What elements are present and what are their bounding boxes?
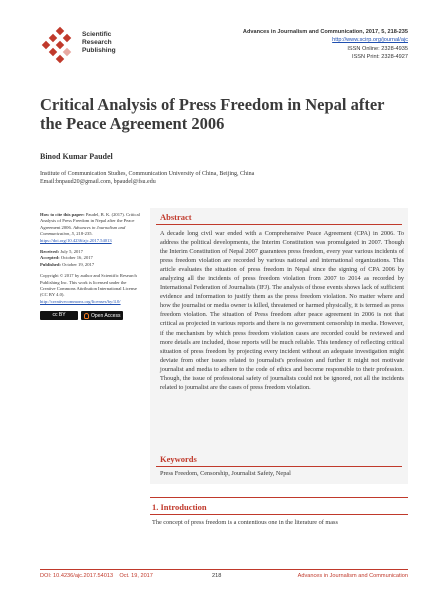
citation-block (40, 212, 140, 244)
abstract-text: A decade long civil war ended with a Comprehensive Peace Agreement (CPA) in 2006. To address the political developments, the Interim Constitution was promulgated in 2007. Though the Interim Constitution of Nepal 2007 guarantees press freedom, every year various incidents of press freedom violation are recorded by various national and international organizations. This article evaluates the situation of press freedom in Nepal since the signing of CPA 2006 by analyzing all the incidents of press freedom violation from 2007 to 2014 as recorded by International Federation of Journalists (IFJ). The analysis of those events shows lack of sufficient evidence and information to justify them as the press freedom violation. No matter where and how the journalist or media owner is killed, threatened or harmed physically, it is termed as press freedom violation. The situation of Press freedom after peace agreement in 2006 is not that critical as projected in various reports and there is no government censorship in media. However, if the mechanism by which press freedom violation cases are recorded could be reviewed and more details are included, those reports will be much reliable. This tendency of reflecting critical situation of press freedom by projecting every incident without an adequate investigation might deviate from other issues related to journalist's profession and further it might not motivate journalist and media to adhere to the code of ethics and become responsible to their profession. Though, the issue of professional safety of journalists could not be ignored, not all the incidents related to journalist are the cases of press freedom violation. (160, 230, 404, 391)
publisher-line-2: Research (82, 39, 112, 46)
cite-label: How to cite this paper: (40, 212, 85, 217)
article-sidebar (40, 212, 140, 320)
footer-divider (40, 569, 408, 570)
journal-info (243, 28, 408, 62)
page-number: 218 (212, 573, 222, 579)
abstract-divider (156, 224, 402, 225)
footer-date: Oct. 19, 2017 (119, 573, 153, 579)
keywords-heading: Keywords (160, 454, 197, 464)
keywords-text: Press Freedom, Censorship, Journalist Safety, Nepal (160, 470, 291, 477)
publisher-line-1: Scientific (82, 31, 112, 38)
cite-text: Paudel, B. K. (2017). Critical Analysis of Press Freedom in Nepal after the Peace Agreement 2006. (40, 212, 140, 230)
open-access-label: Open Access (91, 312, 121, 319)
copyright-text: Copyright © 2017 by author and Scientific Research Publishing Inc. This work is licensed under the Creative Commons Attribution International License (CC BY 4.0). (40, 273, 137, 298)
article-title: Critical Analysis of Press Freedom in Nepal after the Peace Agreement 2006 (40, 95, 385, 133)
dates-block (40, 249, 140, 268)
footer-doi-date (40, 573, 153, 579)
license-link[interactable]: http://creativecommons.org/licenses/by/4.0/ (40, 298, 121, 304)
keywords-divider (156, 466, 402, 467)
cc-by-badge[interactable]: cc BY (40, 311, 78, 320)
journal-name-line: Advances in Journalism and Communication, 2017, 5, 218-235 (242, 29, 408, 35)
footer-journal: Advances in Journalism and Communication (297, 573, 408, 579)
published-date: October 19, 2017 (62, 261, 95, 267)
published-label: Published: (40, 261, 61, 267)
received-date: July 5, 2017 (60, 249, 83, 255)
cite-pages: 218-235. (76, 231, 93, 237)
cite-journal: Advances in Journalism and Communication, 5, (40, 224, 126, 237)
accepted-label: Accepted: (40, 255, 60, 261)
intro-divider-bottom (150, 514, 408, 515)
author-affiliation (40, 170, 360, 186)
affiliation-line: Institute of Communication Studies, Communication University of China, Beijing, China (40, 171, 255, 177)
publisher-name (82, 31, 116, 55)
copyright-block (40, 273, 140, 305)
author-email: Email:bnpaud20@gmail.com, bpaudel@fsu.edu (40, 179, 156, 186)
footer-doi: DOI: 10.4236/ajc.2017.54013 (40, 573, 114, 579)
intro-divider-top (150, 497, 408, 498)
open-lock-icon (84, 313, 89, 319)
license-badges (40, 311, 123, 320)
abstract-heading: Abstract (160, 212, 192, 222)
introduction-heading: 1. Introduction (152, 502, 207, 512)
open-access-badge (81, 311, 123, 320)
accepted-date: October 16, 2017 (60, 255, 93, 261)
issn-online: ISSN Online: 2328-4935 (347, 45, 408, 52)
introduction-text: The concept of press freedom is a contentious one in the literature of mass (152, 519, 338, 526)
publisher-line-3: Publishing (82, 47, 116, 54)
journal-url-link[interactable]: http://www.scirp.org/journal/ajc (332, 37, 408, 44)
author-name: Binod Kumar Paudel (40, 152, 113, 161)
issn-print: ISSN Print: 2328-4927 (352, 54, 408, 61)
cite-doi-link[interactable]: https://doi.org/10.4236/ajc.2017.54013 (40, 237, 112, 243)
srp-diamond-logo-icon (40, 26, 80, 66)
received-label: Received: (40, 249, 60, 255)
